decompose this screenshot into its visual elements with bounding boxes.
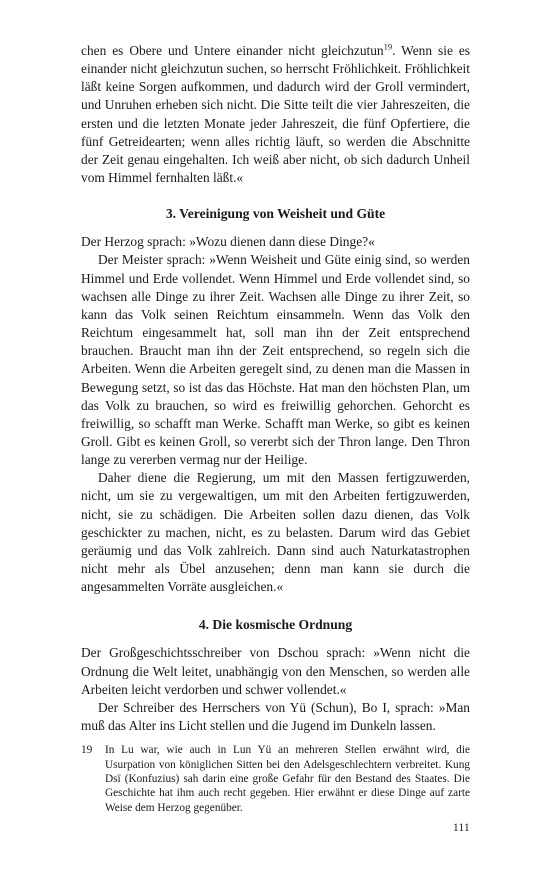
paragraph-scribe: Der Schreiber des Herrschers von Yü (Schun), Bo I, sprach: »Man muß das Alter ins Licht stellen und die Jugend im Dunkeln lassen. bbox=[81, 699, 470, 733]
section-heading-3: 3. Vereinigung von Weisheit und Güte bbox=[165, 206, 386, 222]
footnote bbox=[81, 743, 470, 815]
page-number: 111 bbox=[452, 822, 470, 834]
paragraph-continuation bbox=[81, 42, 470, 187]
paragraph-government: Daher diene die Regierung, um mit den Massen fertigzuwerden, nicht, um sie zu vergewaltigen, um mit den Arbeiten fertigzuwerden, nicht, sie zu schädigen. Die Arbeiten sollen dazu dienen, das Volk geschickter zu machen, nicht, es zu belasten. Darum wird das Gebiet geräumig und das Volk zahlreich. Dann sind auch Naturkatastrophen nicht mehr als Übel anzusehen; denn man kann sie durch die angesammelten Vorräte ausgleichen.« bbox=[81, 470, 470, 595]
paragraph-text: . Wenn sie es einander nicht gleichzutun suchen, so herrscht Fröhlichkeit. Fröhlichkeit läßt keine Sorgen aufkommen, und dadurch wird der Groll vermindert, und Unruhen erheben sich nicht. Die Sitte teilt die vier Jahreszeiten, die ersten und die letzten Monate jeder Jahreszeit, die fünf Opfertiere, die fünf Getreidearten; wenn alles richtig läuft, so werden die Abschnitte der Zeit genau eingehalten. Ich weiß aber nicht, ob sich dadurch Unheil vom Himmel fernhalten läßt.« bbox=[81, 43, 470, 186]
paragraph-duke-question: Der Herzog sprach: »Wozu dienen dann diese Dinge?« bbox=[81, 234, 375, 250]
paragraph-master-answer: Der Meister sprach: »Wenn Weisheit und Güte einig sind, so werden Himmel und Erde vollendet. Wenn Himmel und Erde vollendet sind, so wachsen alle Dinge zu ihrer Zeit. Wachsen alle Dinge zu ihrer Zeit, so kann das Volk seinen Reichtum einsammeln. Wenn das Volk den Reichtum eingesammelt hat, soll man ihn der Zeit entsprechend brauchen. Braucht man ihn der Zeit entsprechend, so regeln sich die Arbeiten. Wenn die Arbeiten geregelt sind, zu denen man die Massen in Bewegung setzt, so ist das das Höchste. Hat man den höchsten Plan, um das Volk zu brauchen, so wird es freiwillig gehorchen. Gehorcht es freiwillig, so schafft man Werke. Schafft man Werke, so gibt es keinen Groll. Gibt es keinen Groll, so vererbt sich der Thron lange. Den Thron lange zu vererben vermag nur der Heilige. bbox=[81, 252, 470, 468]
section-heading-4: 4. Die kosmische Ordnung bbox=[198, 617, 353, 633]
footnote-text: In Lu war, wie auch in Lun Yü an mehreren Stellen erwähnt wird, die Usurpation von königlichen Sitten bei den Adelsgeschlechtern verbreitet. Kung Dsï (Konfuzius) sah darin eine große Gefahr für den Bestand des Staates. Die Geschichte hat ihm auch recht gegeben. Hier erwähnt er diese Dinge auf zarte Weise dem Herzog gegenüber. bbox=[105, 744, 470, 814]
footnote-number: 19 bbox=[81, 744, 93, 757]
footnote-reference: 19 bbox=[383, 41, 393, 52]
paragraph-historian: Der Großgeschichtsschreiber von Dschou sprach: »Wenn nicht die Ordnung die Welt leitet, unabhängig von den Menschen, so werden alle Arbeiten leicht verdorben und schwer vollendet.« bbox=[81, 645, 470, 697]
page-content bbox=[81, 42, 470, 815]
paragraph-text: chen es Obere und Untere einander nicht gleichzutun bbox=[81, 43, 384, 58]
